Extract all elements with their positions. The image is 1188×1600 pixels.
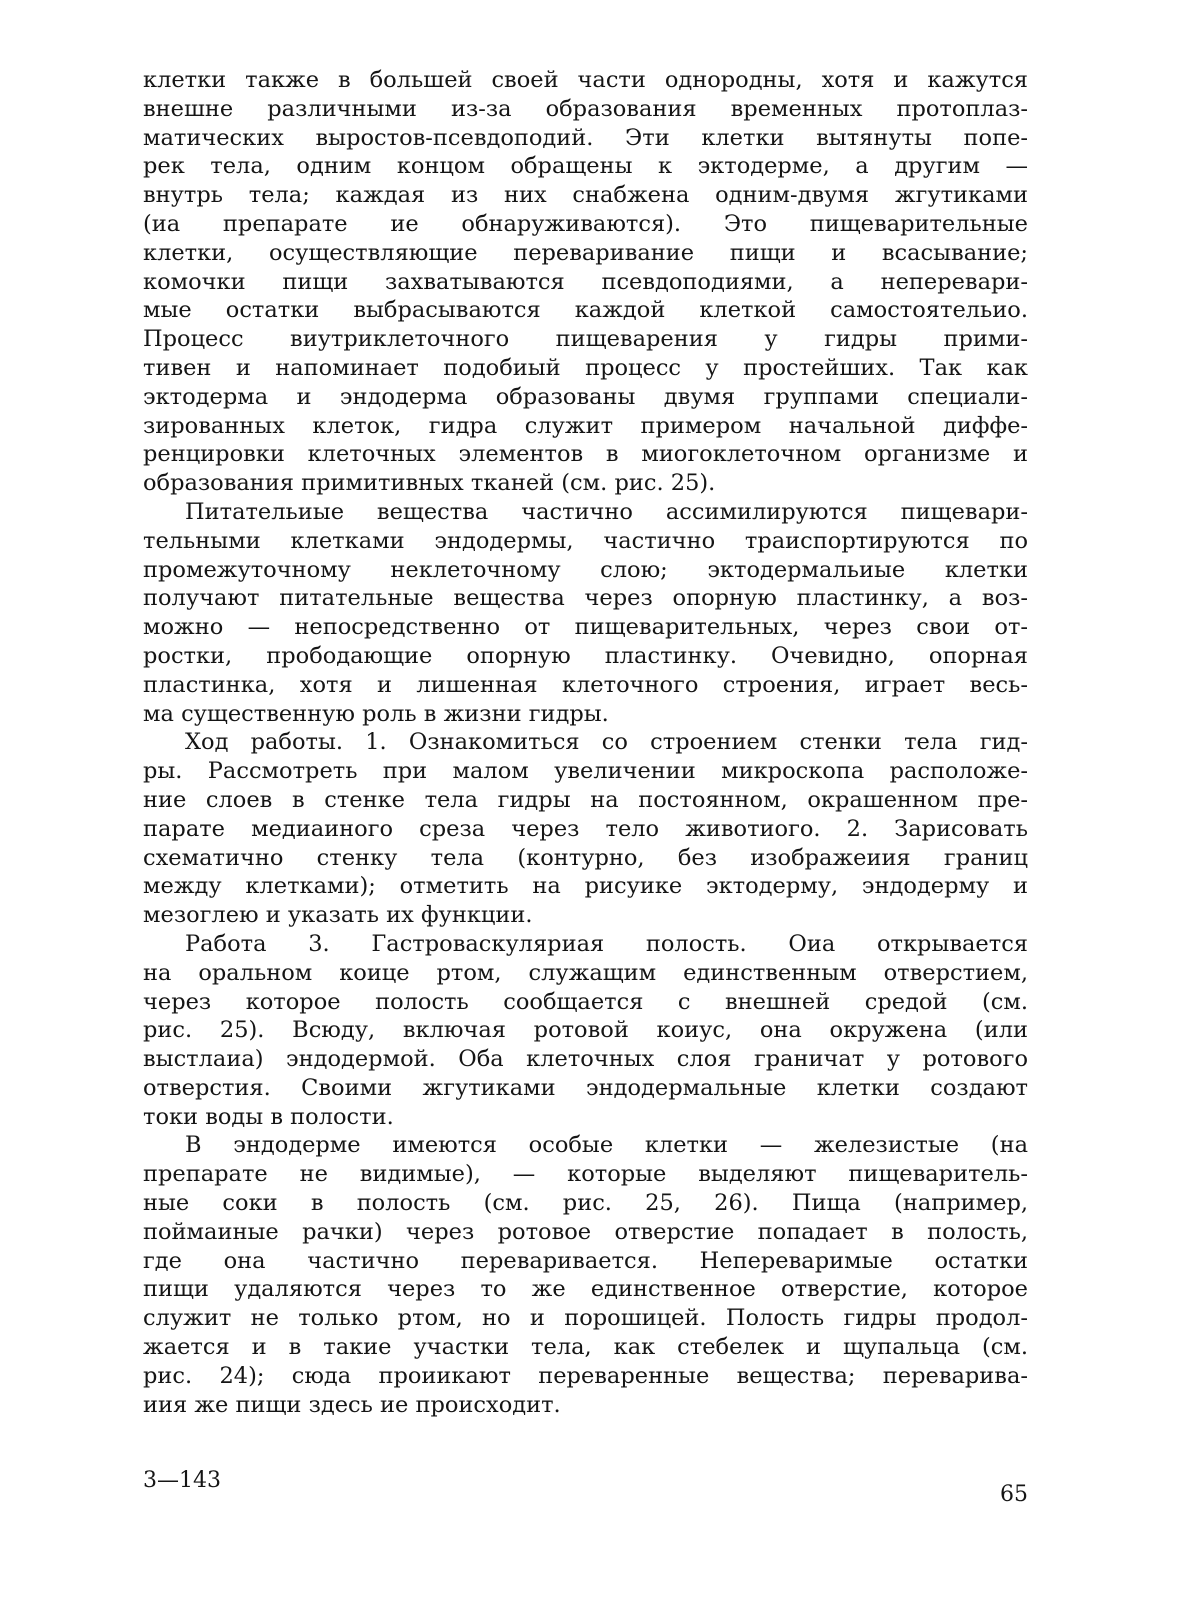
- text-line: ные соки в полость (см. рис. 25, 26). Пища (например,: [143, 1190, 1028, 1217]
- text-line: Работа 3. Гастроваскуляриая полость. Оиа открывается: [185, 930, 1028, 957]
- text-line: парате медиаиного среза через тело животиого. 2. Зарисовать: [143, 815, 1028, 842]
- text-line: служит не только ртом, но и порошицей. Полость гидры продол-: [143, 1305, 1028, 1332]
- paragraph: [143, 930, 1028, 1132]
- paragraph: [143, 498, 1028, 728]
- text-line: поймаиные рачки) через ротовое отверстие попадает в полость,: [143, 1218, 1028, 1245]
- text-line: на оральном коице ртом, служащим единственным отверстием,: [143, 959, 1028, 986]
- text-line: внутрь тела; каждая из них снабжена одним-двумя жгутиками: [143, 182, 1028, 209]
- text-line: В эндодерме имеются особые клетки — железистые (на: [185, 1132, 1028, 1159]
- text-line: получают питательные вещества через опорную пластинку, а воз-: [143, 585, 1028, 612]
- text-line: клетки также в большей своей части однородны, хотя и кажутся: [143, 67, 1028, 93]
- text-line: мезоглею и указать их функции.: [143, 902, 533, 929]
- text-line: (иа препарате ие обнаруживаются). Это пищеварительные: [143, 210, 1028, 237]
- text-line: клетки, осуществляющие переваривание пищи и всасывание;: [143, 239, 1028, 266]
- text-line: внешне различными из-за образования временных протоплаз-: [143, 95, 1028, 122]
- text-line: ренцировки клеточных элементов в миогоклеточном организме и: [143, 441, 1028, 468]
- page-number: 65: [1000, 1482, 1028, 1507]
- text-line: где она частично переваривается. Непереваримые остатки: [143, 1247, 1028, 1274]
- text-line: ры. Рассмотреть при малом увеличении микроскопа расположе-: [143, 758, 1028, 785]
- text-line: отверстия. Своими жгутиками эндодермальные клетки создают: [143, 1074, 1028, 1101]
- text-line: схематично стенку тела (контурно, без изображеиия границ: [143, 844, 1028, 871]
- text-line: ние слоев в стенке тела гидры на постоянном, окрашенном пре-: [143, 786, 1028, 813]
- text-line: пластинка, хотя и лишенная клеточного строения, играет весь-: [143, 671, 1028, 698]
- text-line: рис. 25). Всюду, включая ротовой коиус, она окружена (или: [143, 1017, 1028, 1044]
- text-line: можно — непосредственно от пищеварительных, через свои от-: [143, 614, 1028, 641]
- text-line: ростки, прободающие опорную пластинку. Очевидно, опорная: [143, 642, 1028, 669]
- text-line: выстлаиа) эндодермой. Оба клеточных слоя граничат у ротового: [143, 1046, 1028, 1073]
- text-line: тивен и напоминает подобиый процесс у простейших. Так как: [143, 354, 1028, 381]
- text-line: тельными клетками эндодермы, частично траиспортируются по: [143, 527, 1028, 554]
- text-line: токи воды в полости.: [143, 1103, 394, 1130]
- signature-mark: 3—143: [143, 1468, 221, 1493]
- text-line: Ход работы. 1. Ознакомиться со строением стенки тела гид-: [185, 729, 1028, 756]
- text-line: промежуточному неклеточному слою; эктодермальиые клетки: [143, 556, 1028, 583]
- text-line: образования примитивных тканей (см. рис. 25).: [143, 470, 716, 497]
- text-line: зированных клеток, гидра служит примером начальной диффе-: [143, 412, 1028, 439]
- text-line: иия же пищи здесь ие происходит.: [143, 1391, 561, 1418]
- page-body: [143, 66, 1028, 1419]
- text-line: матических выростов-псевдоподий. Эти клетки вытянуты попе-: [143, 124, 1028, 151]
- text-line: комочки пищи захватываются псевдоподиями, а неперевари-: [143, 268, 1028, 295]
- text-line: ма существенную роль в жизни гидры.: [143, 700, 609, 727]
- text-line: Питательиые вещества частично ассимилируются пищевари-: [185, 498, 1028, 525]
- text-line: мые остатки выбрасываются каждой клеткой самостоятельио.: [143, 297, 1028, 324]
- text-line: препарате не видимые), — которые выделяют пищеваритель-: [143, 1161, 1028, 1188]
- paragraph: [143, 728, 1028, 930]
- text-line: пищи удаляются через то же единственное отверстие, которое: [143, 1276, 1028, 1303]
- text-line: между клетками); отметить на рисуике эктодерму, эндодерму и: [143, 873, 1028, 900]
- text-line: Процесс виутриклеточного пищеварения у гидры прими-: [143, 326, 1028, 353]
- text-line: рек тела, одним концом обращены к эктодерме, а другим —: [143, 153, 1028, 180]
- text-line: эктодерма и эндодерма образованы двумя группами специали-: [143, 383, 1028, 410]
- text-line: через которое полость сообщается с внешней средой (см.: [143, 988, 1028, 1015]
- text-line: рис. 24); сюда проиикают переваренные вещества; переварива-: [143, 1362, 1028, 1389]
- text-line: жается и в такие участки тела, как стебелек и щупальца (см.: [143, 1334, 1028, 1361]
- paragraph: [143, 66, 1028, 498]
- paragraph: [143, 1131, 1028, 1419]
